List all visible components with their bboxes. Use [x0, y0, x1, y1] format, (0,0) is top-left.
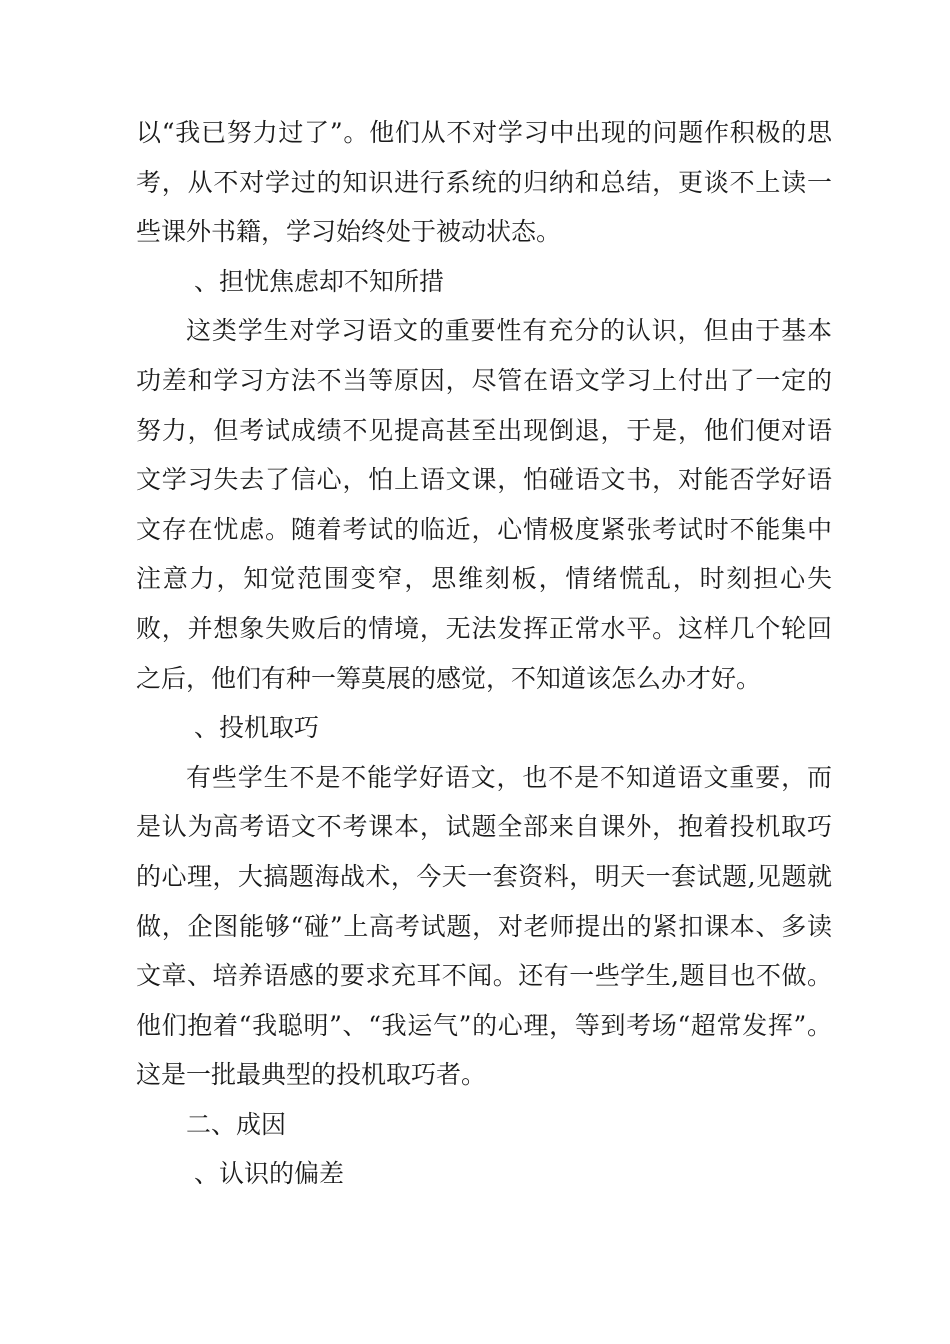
subheading-anxiety: 、担忧焦虑却不知所措	[194, 266, 445, 296]
subheading-cognitive-bias: 、认识的偏差	[194, 1159, 345, 1189]
paragraph-anxiety: 这类学生对学习语文的重要性有充分的认识，但由于基本功差和学习方法不当等原因，尽管在语文学习上付出了一定的努力，但考试成绩不见提高甚至出现倒退，于是，他们便对语文学习失去了信心，怕上语文课，怕碰语文书，对能否学好语文存在忧虑。随着考试的临近，心情极度紧张考试时不能集中注意力，知觉范围变窄，思维刻板，情绪慌乱，时刻担心失败，并想象失败后的情境，无法发挥正常水平。这样几个轮回之后，他们有种一筹莫展的感觉，不知道该怎么办才好。	[136, 316, 832, 693]
paragraph-continued: 以“我已努力过了”。他们从不对学习中出现的问题作积极的思考，从不对学过的知识进行系统的归纳和总结，更谈不上读一些课外书籍，学习始终处于被动状态。	[136, 118, 832, 247]
subheading-opportunism: 、投机取巧	[194, 713, 320, 743]
section-heading-causes: 二、成因	[186, 1109, 287, 1139]
paragraph-opportunism: 有些学生不是不能学好语文，也不是不知道语文重要，而是认为高考语文不考课本，试题全部来自课外，抱着投机取巧的心理，大搞题海战术，今天一套资料，明天一套试题,见题就做，企图能够“碰”上高考试题，对老师提出的紧扣课本、多读文章、培养语感的要求充耳不闻。还有一些学生,题目也不做。他们抱着“我聪明”、“我运气”的心理，等到考场“超常发挥”。这是一批最典型的投机取巧者。	[136, 762, 832, 1090]
document-body	[136, 108, 832, 1199]
